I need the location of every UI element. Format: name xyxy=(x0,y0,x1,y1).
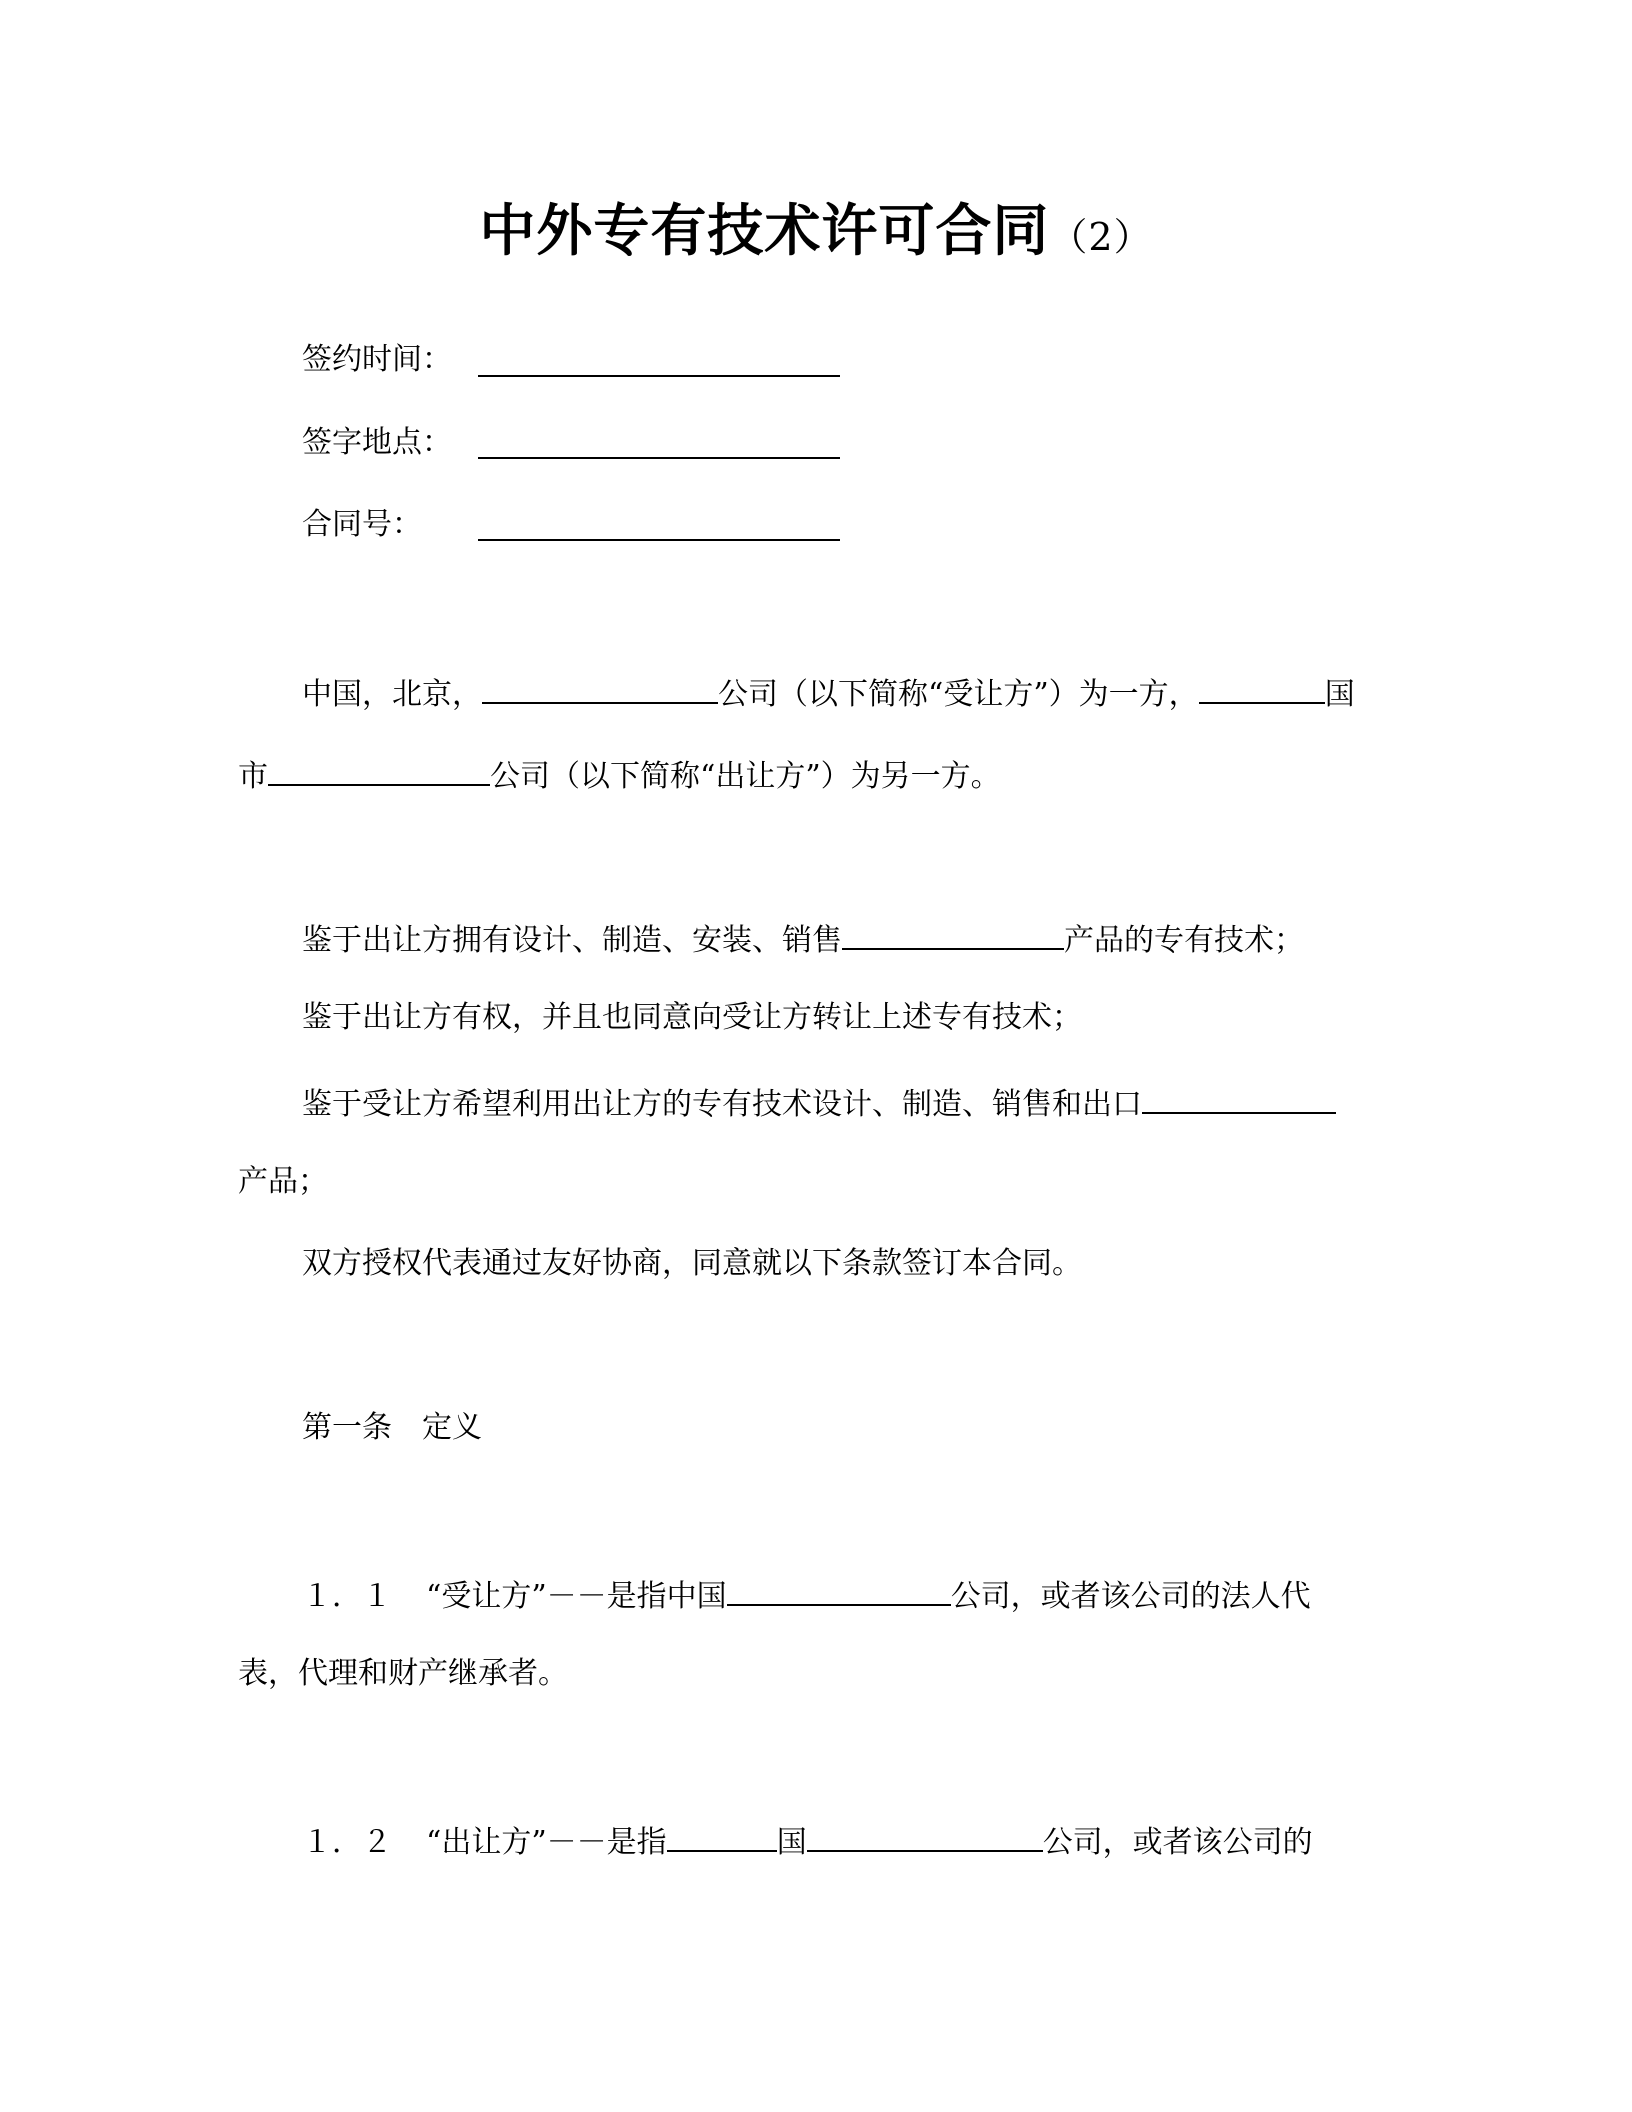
parties-text: 市 xyxy=(238,759,268,794)
field-label-signing-place: 签字地点： xyxy=(302,425,452,460)
parties-text: 中国，北京， xyxy=(302,677,482,712)
export-product-blank xyxy=(1142,1078,1336,1114)
assignee-company-blank xyxy=(482,668,718,704)
assignor-country-name-blank xyxy=(667,1816,777,1852)
parties-text: 公司（以下简称“受让方”）为一方， xyxy=(718,677,1199,712)
contract-no-blank xyxy=(478,539,840,541)
title-text: 中外专有技术许可合同 xyxy=(479,199,1050,264)
article-1-heading: 第一条 定义 xyxy=(302,1410,482,1445)
product-blank xyxy=(842,914,1064,950)
recital-3-continued: 产品； xyxy=(238,1164,328,1199)
clause-1-2 xyxy=(302,1816,1313,1865)
clause-number: １．１ xyxy=(302,1579,392,1614)
clause-text: 公司，或者该公司的 xyxy=(1042,1825,1313,1860)
recital-text: 产品的专有技术； xyxy=(1064,923,1304,958)
assignor-company-blank xyxy=(268,750,490,786)
assignor-company-name-blank xyxy=(807,1816,1043,1852)
recital-text: 鉴于受让方希望利用出让方的专有技术设计、制造、销售和出口 xyxy=(302,1087,1142,1122)
clause-text: 公司，或者该公司的法人代 xyxy=(950,1579,1311,1614)
recital-3 xyxy=(302,1078,1336,1127)
clause-1-1-continued: 表，代理和财产继承者。 xyxy=(238,1656,568,1691)
recital-4: 双方授权代表通过友好协商，同意就以下条款签订本合同。 xyxy=(302,1246,1082,1281)
clause-number: １．２ xyxy=(302,1825,392,1860)
recital-1 xyxy=(302,914,1304,963)
assignor-country-blank xyxy=(1199,668,1325,704)
assignee-company-name-blank xyxy=(727,1570,951,1606)
parties-text: 公司（以下简称“出让方”）为另一方。 xyxy=(490,759,1001,794)
field-label-contract-no: 合同号： xyxy=(302,507,422,542)
parties-text: 国 xyxy=(1324,677,1355,712)
recital-text: 鉴于出让方拥有设计、制造、安装、销售 xyxy=(302,923,842,958)
signing-time-blank xyxy=(478,375,840,377)
clause-text: “受让方”－－是指中国 xyxy=(426,1579,727,1614)
field-label-signing-time: 签约时间： xyxy=(302,342,452,377)
parties-line-2 xyxy=(238,750,1001,799)
clause-1-1 xyxy=(302,1570,1311,1619)
signing-place-blank xyxy=(478,457,840,459)
clause-text: “出让方”－－是指 xyxy=(426,1825,667,1860)
clause-text: 国 xyxy=(776,1825,807,1860)
title-suffix: （2） xyxy=(1049,215,1153,259)
recital-2: 鉴于出让方有权，并且也同意向受让方转让上述专有技术； xyxy=(302,1000,1082,1035)
parties-line-1 xyxy=(302,668,1355,717)
document-title xyxy=(0,192,1632,277)
